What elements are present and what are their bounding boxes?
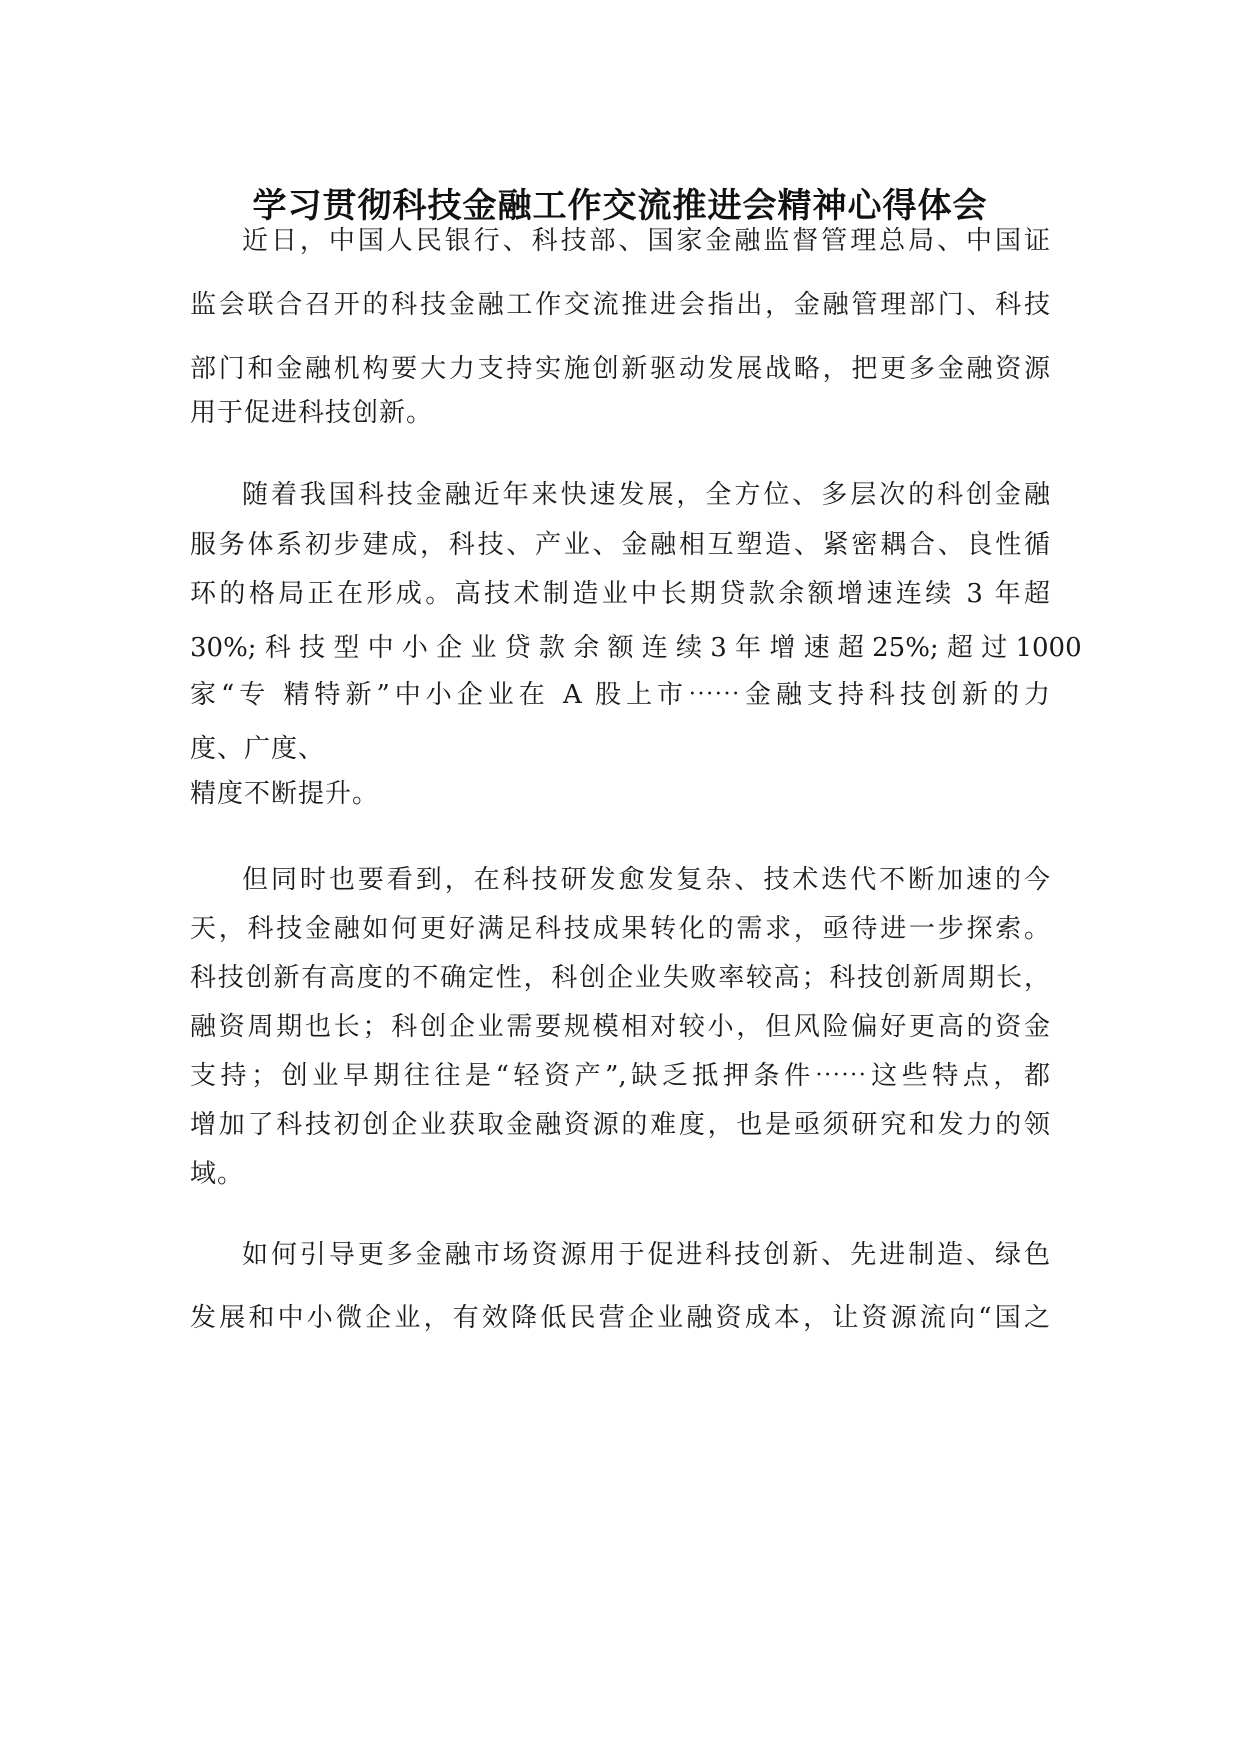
paragraph-4-line-2: 发展和中小微企业，有效降低民营企业融资成本，让资源流向“国之 <box>190 1303 1050 1333</box>
paragraph-4-line-1: 如何引导更多金融市场资源用于促进科技创新、先进制造、绿色 <box>242 1240 1050 1270</box>
paragraph-3-line-6: 增加了科技初创企业获取金融资源的难度，也是亟须研究和发力的领 <box>190 1110 1050 1140</box>
paragraph-1-line-3: 部门和金融机构要大力支持实施创新驱动发展战略，把更多金融资源 <box>190 354 1050 384</box>
paragraph-2-line-6: 度、广度、 <box>190 734 326 764</box>
paragraph-2-line-2: 服务体系初步建成，科技、产业、金融相互塑造、紧密耦合、良性循 <box>190 530 1050 560</box>
paragraph-1-line-4: 用于促进科技创新。 <box>190 398 434 428</box>
paragraph-3-line-3: 科技创新有高度的不确定性，科创企业失败率较高；科技创新周期长， <box>190 963 1050 993</box>
paragraph-2-line-7: 精度不断提升。 <box>190 779 380 809</box>
paragraph-1-line-2: 监会联合召开的科技金融工作交流推进会指出，金融管理部门、科技 <box>190 290 1050 320</box>
paragraph-2-line-5: 家“专 精特新”中小企业在 A 股上市⋯⋯金融支持科技创新的力 <box>190 680 1050 710</box>
paragraph-3-line-4: 融资周期也长；科创企业需要规模相对较小，但风险偏好更高的资金 <box>190 1012 1050 1042</box>
paragraph-3-line-7: 域。 <box>190 1159 245 1189</box>
paragraph-3-line-2: 天，科技金融如何更好满足科技成果转化的需求，亟待进一步探索。 <box>190 914 1050 944</box>
paragraph-2-line-4: 30%; 科 技 型 中 小 企 业 贷 款 余 额 连 续 3 年 增 速 超 25%; 超 过 1000 <box>190 633 1082 663</box>
paragraph-2-line-1: 随着我国科技金融近年来快速发展，全方位、多层次的科创金融 <box>242 480 1050 510</box>
paragraph-2-line-3: 环的格局正在形成。高技术制造业中长期贷款余额增速连续 3 年超 <box>190 579 1050 609</box>
paragraph-1-line-1: 近日，中国人民银行、科技部、国家金融监督管理总局、中国证 <box>242 226 1050 256</box>
paragraph-3-line-5: 支持；创业早期往往是“轻资产”,缺乏抵押条件⋯⋯这些特点，都 <box>190 1061 1050 1091</box>
paragraph-3-line-1: 但同时也要看到，在科技研发愈发复杂、技术迭代不断加速的今 <box>242 865 1050 895</box>
document-title: 学习贯彻科技金融工作交流推进会精神心得体会 <box>252 186 988 226</box>
